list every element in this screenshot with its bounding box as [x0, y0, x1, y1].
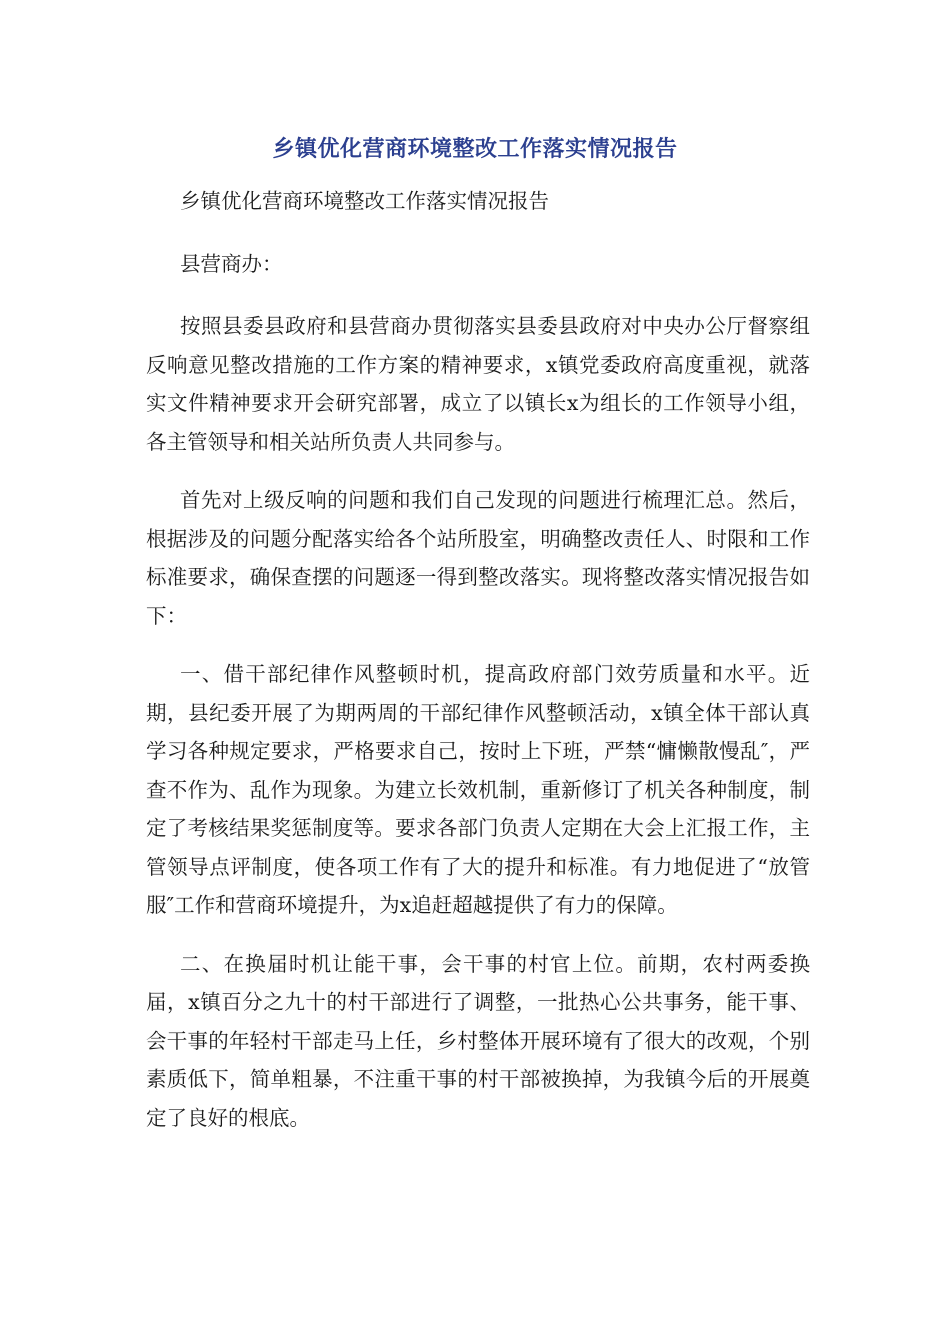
paragraph-summary: 首先对上级反响的问题和我们自己发现的问题进行梳理汇总。然后，根据涉及的问题分配落实给各个站所股室，明确整改责任人、时限和工作标准要求，确保查摆的问题逐一得到整改落实。现将整改落实情况报告如下：: [146, 488, 810, 628]
paragraph-section-one: 一、借干部纪律作风整顿时机，提高政府部门效劳质量和水平。近期，县纪委开展了为期两周的干部纪律作风整顿活动，x镇全体干部认真学习各种规定要求，严格要求自己，按时上下班，严禁“慵懒散慢乱″，严查不作为、乱作为现象。为建立长效机制，重新修订了机关各种制度，制定了考核结果奖惩制度等。要求各部门负责人定期在大会上汇报工作，主管领导点评制度，使各项工作有了大的提升和标准。有力地促进了“放管服″工作和营商环境提升，为x追赶超越提供了有力的保障。: [146, 662, 810, 917]
document-subtitle: 乡镇优化营商环境整改工作落实情况报告: [180, 189, 549, 213]
document-body: [146, 182, 810, 1157]
paragraph-intro: 按照县委县政府和县营商办贯彻落实县委县政府对中央办公厅督察组反响意见整改措施的工作方案的精神要求，x镇党委政府高度重视，就落实文件精神要求开会研究部署，成立了以镇长x为组长的工作领导小组，各主管领导和相关站所负责人共同参与。: [146, 314, 810, 454]
document-title: 乡镇优化营商环境整改工作落实情况报告: [272, 137, 678, 162]
salutation: 县营商办：: [180, 251, 283, 276]
paragraph-section-two: 二、在换届时机让能干事，会干事的村官上位。前期，农村两委换届，x镇百分之九十的村干部进行了调整，一批热心公共事务，能干事、会干事的年轻村干部走马上任，乡村整体开展环境有了很大的改观，个别素质低下，简单粗暴，不注重干事的村干部被换掉，为我镇今后的开展奠定了良好的根底。: [146, 951, 810, 1130]
